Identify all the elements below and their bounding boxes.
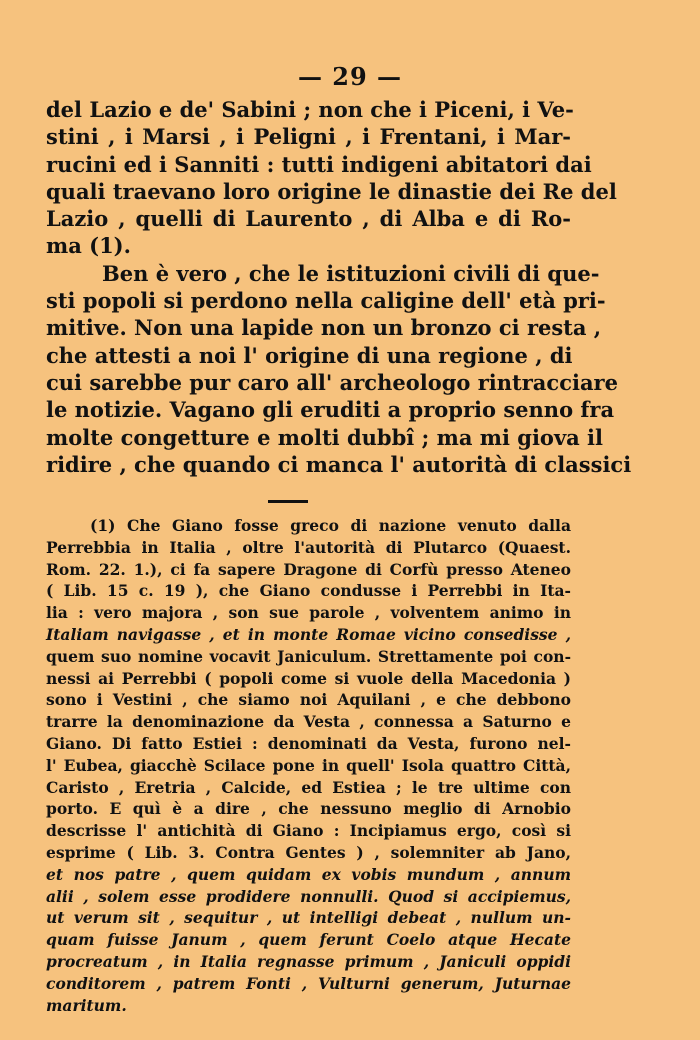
text-line: Ben è vero , che le istituzioni civili di que-: [102, 260, 600, 286]
footnote-line: trarre la denominazione da Vesta , connessa a Saturno e: [46, 712, 571, 732]
footnote-line: quem suo nomine vocavit Janiculum. Strettamente poi con-: [46, 646, 571, 666]
text-line: stini , i Marsi , i Peligni , i Frentani, i Mar-: [46, 124, 571, 150]
footnote-line: alii , solem esse prodidere nonnulli. Quod si accipiemus,: [46, 886, 571, 906]
text-line: ridire , che quando ci manca l' autorità di classici: [46, 451, 632, 477]
text-line: del Lazio e de' Sabini ; non che i Piceni, i Ve-: [46, 97, 574, 122]
footnote-line: Italiam navigasse , et in monte Romae vicino consedisse ,: [46, 624, 571, 644]
text-line: ma (1).: [46, 233, 131, 259]
footnote-line: maritum.: [46, 995, 127, 1015]
footnote-line: Rom. 22. 1.), ci fa sapere Dragone di Corfù presso Ateneo: [46, 559, 571, 579]
footnote-line: lia : vero majora , son sue parole , volventem animo in: [46, 603, 571, 623]
footnote-line: (1) Che Giano fosse greco di nazione venuto dalla: [90, 516, 571, 535]
text-line: cui sarebbe pur caro all' archeologo rintracciare: [46, 369, 618, 395]
footnote-line: quam fuisse Janum , quem ferunt Coelo atque Hecate: [46, 930, 571, 950]
footnote-line: ut verum sit , sequitur , ut intelligi debeat , nullum un-: [46, 908, 571, 928]
footnote-line: Caristo , Eretria , Calcide, ed Estiea ; le tre ultime con: [46, 777, 571, 797]
footnote-line: descrisse l' antichità di Giano : Incipiamus ergo, così si: [46, 821, 571, 841]
text-line: molte congetture e molti dubbî ; ma mi giova il: [46, 424, 604, 450]
page-number: — 29 —: [297, 62, 403, 91]
footnote-line: sono i Vestini , che siamo noi Aquilani , e che debbono: [46, 690, 571, 710]
main-text: [46, 96, 632, 478]
text-line: Lazio , quelli di Laurento , di Alba e di Ro-: [46, 206, 571, 232]
text-line: sti popoli si perdono nella caligine dell' età pri-: [46, 288, 606, 314]
text-line: mitive. Non una lapide non un bronzo ci resta ,: [46, 315, 602, 341]
footnote: [46, 515, 571, 1016]
footnote-line: nessi ai Perrebbi ( popoli come si vuole della Macedonia ): [46, 668, 571, 688]
text-line: rucini ed i Sanniti : tutti indigeni abitatori dai: [46, 151, 592, 177]
footnote-line: ( Lib. 15 c. 19 ), che Giano condusse i Perrebbi in Ita-: [46, 581, 571, 601]
text-line: le notizie. Vagano gli eruditi a proprio senno fra: [46, 397, 615, 423]
footnote-line: l' Eubea, giacchè Scilace pone in quell' Isola quattro Città,: [46, 755, 571, 775]
text-line: quali traevano loro origine le dinastie dei Re del: [46, 178, 617, 204]
footnote-line: Giano. Di fatto Estiei : denominati da Vesta, furono nel-: [46, 733, 571, 753]
footnote-line: et nos patre , quem quidam ex vobis mundum , annum: [46, 864, 571, 884]
footnote-line: porto. E quì è a dire , che nessuno meglio di Arnobio: [46, 799, 571, 819]
footnote-separator: [268, 500, 308, 503]
text-line: che attesti a noi l' origine di una regione , di: [46, 342, 573, 368]
footnote-line: Perrebbia in Italia , oltre l'autorità di Plutarco (Quaest.: [46, 537, 571, 557]
footnote-line: procreatum , in Italia regnasse primum , Janiculi oppidi: [46, 951, 571, 971]
footnote-line: conditorem , patrem Fonti , Vulturni generum, Juturnae: [46, 973, 571, 993]
footnote-line: esprime ( Lib. 3. Contra Gentes ) , solemniter ab Jano,: [46, 842, 571, 862]
